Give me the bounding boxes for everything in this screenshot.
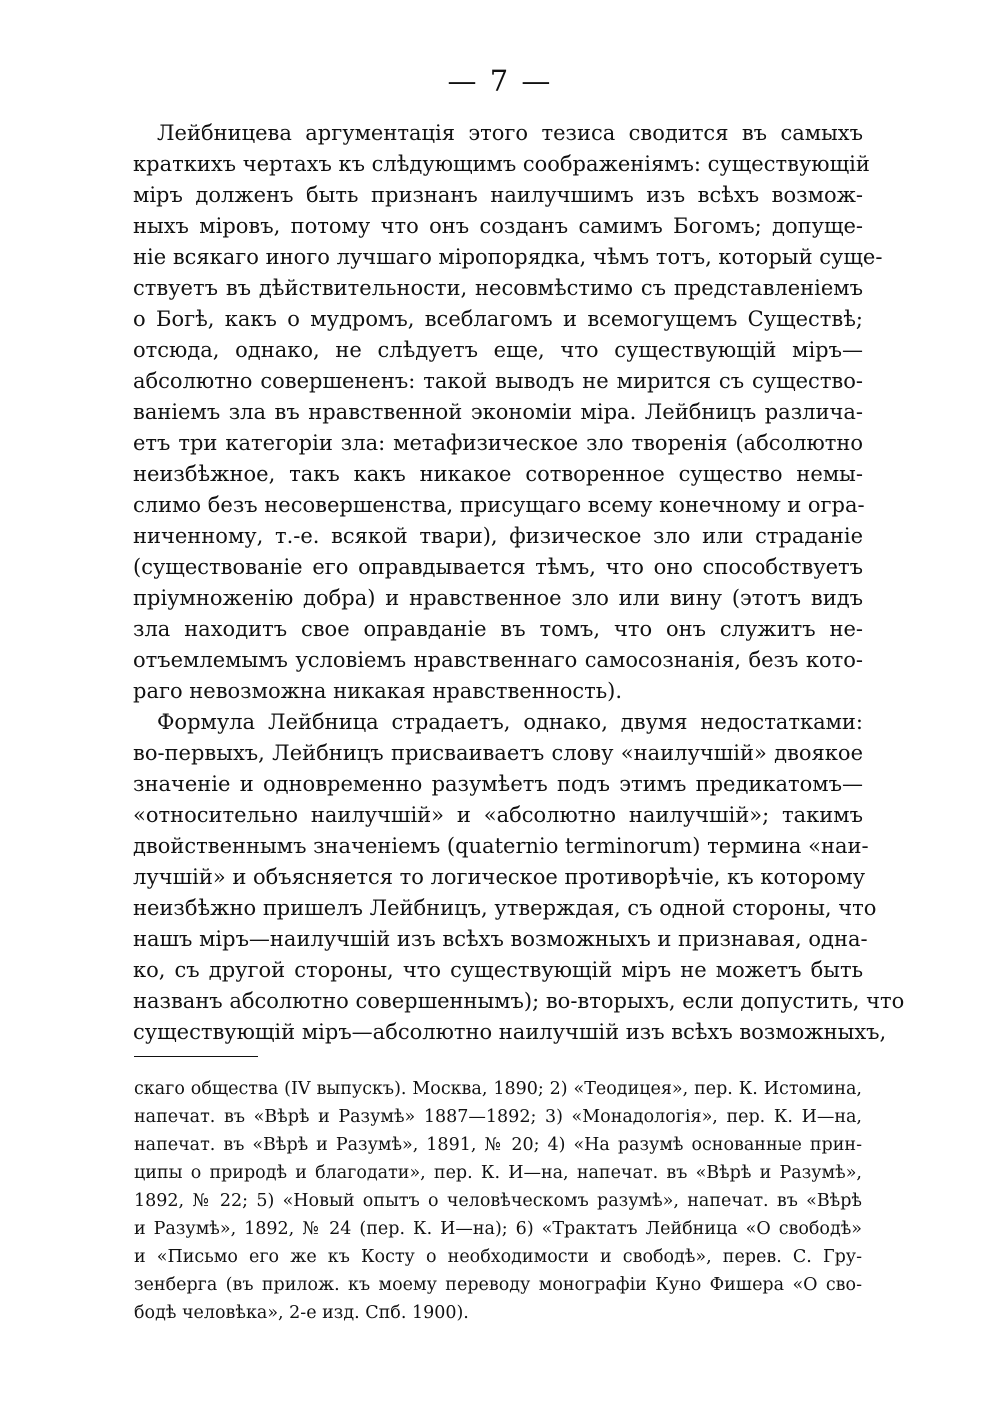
body-text [133,118,905,1048]
text-line: абсолютно совершененъ: такой выводъ не мирится съ существо- [133,369,863,393]
text-line: пріумноженію добра) и нравственное зло или вину (этотъ видъ [133,586,863,610]
footnote-line: скаго общества (IV выпускъ). Москва, 1890; 2) «Теодицея», пер. К. Истомина, [134,1079,862,1099]
footnote-line: бодѣ человѣка», 2-е изд. Спб. 1900). [134,1303,469,1323]
text-line: неизбѣжно пришелъ Лейбницъ, утверждая, съ одной стороны, что [133,896,877,920]
text-line: ствуетъ въ дѣйствительности, несовмѣстимо съ представленіемъ [133,276,863,300]
text-line: во-первыхъ, Лейбницъ присваиваетъ слову «наилучшій» двоякое [133,741,863,765]
text-line: ніе всякаго иного лучшаго міропорядка, чѣмъ тотъ, который суще- [133,245,883,269]
text-line: неизбѣжное, такъ какъ никакое сотворенное существо немы- [133,462,863,486]
text-line: Лейбницева аргументація этого тезиса сводится въ самыхъ [157,121,863,145]
text-line: названъ абсолютно совершеннымъ); во-вторыхъ, если допустить, что [133,989,905,1013]
text-line: раго невозможна никакая нравственность). [133,679,623,703]
text-line: значеніе и одновременно разумѣетъ подъ этимъ предикатомъ— [133,772,863,796]
text-line: двойственнымъ значеніемъ (quaternio terminorum) термина «наи- [133,834,869,858]
footnote-line: и Разумѣ», 1892, № 24 (пер. К. И—на); 6) «Трактатъ Лейбница «О свободѣ» [134,1219,862,1239]
text-line: ныхъ міровъ, потому что онъ созданъ самимъ Богомъ; допуще- [133,214,863,238]
text-line: ваніемъ зла въ нравственной экономіи міра. Лейбницъ различа- [133,400,863,424]
text-line: нашъ міръ—наилучшій изъ всѣхъ возможныхъ и признавая, одна- [133,927,868,951]
footnote-separator [134,1056,258,1057]
page-number: — 7 — [447,64,553,98]
text-line: етъ три категоріи зла: метафизическое зло творенія (абсолютно [133,431,863,455]
footnote-line: напечат. въ «Вѣрѣ и Разумѣ», 1891, № 20; 4) «На разумѣ основанные прин- [134,1135,862,1155]
text-line: о Богѣ, какъ о мудромъ, всеблагомъ и всемогущемъ Существѣ; [133,307,863,331]
footnote-line: ципы о природѣ и благодати», пер. К. И—на, напечат. въ «Вѣрѣ и Разумѣ», [134,1163,862,1183]
footnote-line: напечат. въ «Вѣрѣ и Разумѣ» 1887—1892; 3) «Монадологія», пер. К. И—на, [134,1107,862,1127]
text-line: отъемлемымъ условіемъ нравственнаго самосознанія, безъ кото- [133,648,863,672]
text-line: ко, съ другой стороны, что существующій міръ не можетъ быть [133,958,863,982]
footnote-line: и «Письмо его же къ Косту о необходимости и свободѣ», перев. С. Гру- [134,1247,862,1267]
footnotes [134,1075,862,1327]
text-line: міръ долженъ быть признанъ наилучшимъ изъ всѣхъ возмож- [133,183,863,207]
text-line: отсюда, однако, не слѣдуетъ еще, что существующій міръ— [133,338,863,362]
text-line: Формула Лейбница страдаетъ, однако, двумя недостатками: [157,710,863,734]
text-line: ниченному, т.-е. всякой твари), физическое зло или страданіе [133,524,863,548]
text-line: «относительно наилучшій» и «абсолютно наилучшій»; такимъ [133,803,863,827]
footnote-line: зенберга (въ прилож. къ моему переводу монографіи Куно Фишера «О сво- [134,1275,862,1295]
text-line: краткихъ чертахъ къ слѣдующимъ соображеніямъ: существующій [133,152,870,176]
text-line: зла находитъ свое оправданіе въ томъ, что онъ служитъ не- [133,617,863,641]
text-line: существующій міръ—абсолютно наилучшій изъ всѣхъ возможныхъ, [133,1020,887,1044]
footnote-line: 1892, № 22; 5) «Новый опытъ о человѣческомъ разумѣ», напечат. въ «Вѣрѣ [134,1191,862,1211]
text-line: слимо безъ несовершенства, присущаго всему конечному и огра- [133,493,865,517]
text-line: лучшій» и объясняется то логическое противорѣчіе, къ которому [133,865,866,889]
text-line: (существованіе его оправдывается тѣмъ, что оно способствуетъ [133,555,863,579]
